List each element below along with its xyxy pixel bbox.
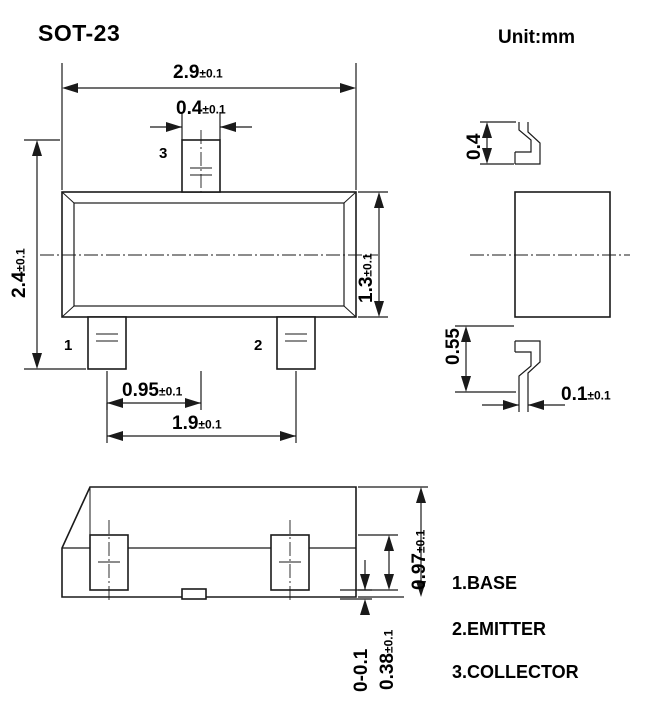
package-title: SOT-23 [38, 20, 121, 46]
dim-label-1p9: 1.9±0.1 [172, 413, 222, 434]
pin-label-1: 1 [64, 337, 73, 354]
top-view-lead-2 [277, 317, 315, 369]
dim-label-0p4-lead-width: 0.4±0.1 [176, 98, 226, 119]
dim-label-1p3: 1.3±0.1 [356, 253, 377, 303]
legend-item-base: 1.BASE [452, 573, 518, 593]
top-view-lead-1 [88, 317, 126, 369]
pin-label-3: 3 [159, 145, 168, 162]
top-view-body [40, 192, 378, 317]
dim-label-0-0p1: 0-0.1 [351, 648, 372, 692]
dim-label-2p4: 2.4±0.1 [9, 248, 30, 298]
legend-item-collector: 3.COLLECTOR [452, 662, 579, 682]
side-view [455, 122, 630, 412]
dim-label-0p97: 0.97±0.1 [409, 529, 430, 590]
front-view [62, 487, 428, 615]
legend-item-emitter: 2.EMITTER [452, 619, 547, 639]
dim-label-0p4-lead-top: 0.4 [464, 133, 485, 160]
dim-label-2p9: 2.9±0.1 [173, 62, 223, 83]
pin-label-2: 2 [254, 337, 263, 354]
top-view-lead-3 [182, 130, 220, 192]
dim-label-0p55: 0.55 [443, 328, 464, 365]
dim-label-0p38: 0.38±0.1 [377, 629, 398, 690]
unit-label: Unit:mm [498, 27, 576, 48]
dim-label-0p1-lead-thickness: 0.1±0.1 [561, 384, 611, 405]
dim-label-0p95: 0.95±0.1 [122, 380, 183, 401]
